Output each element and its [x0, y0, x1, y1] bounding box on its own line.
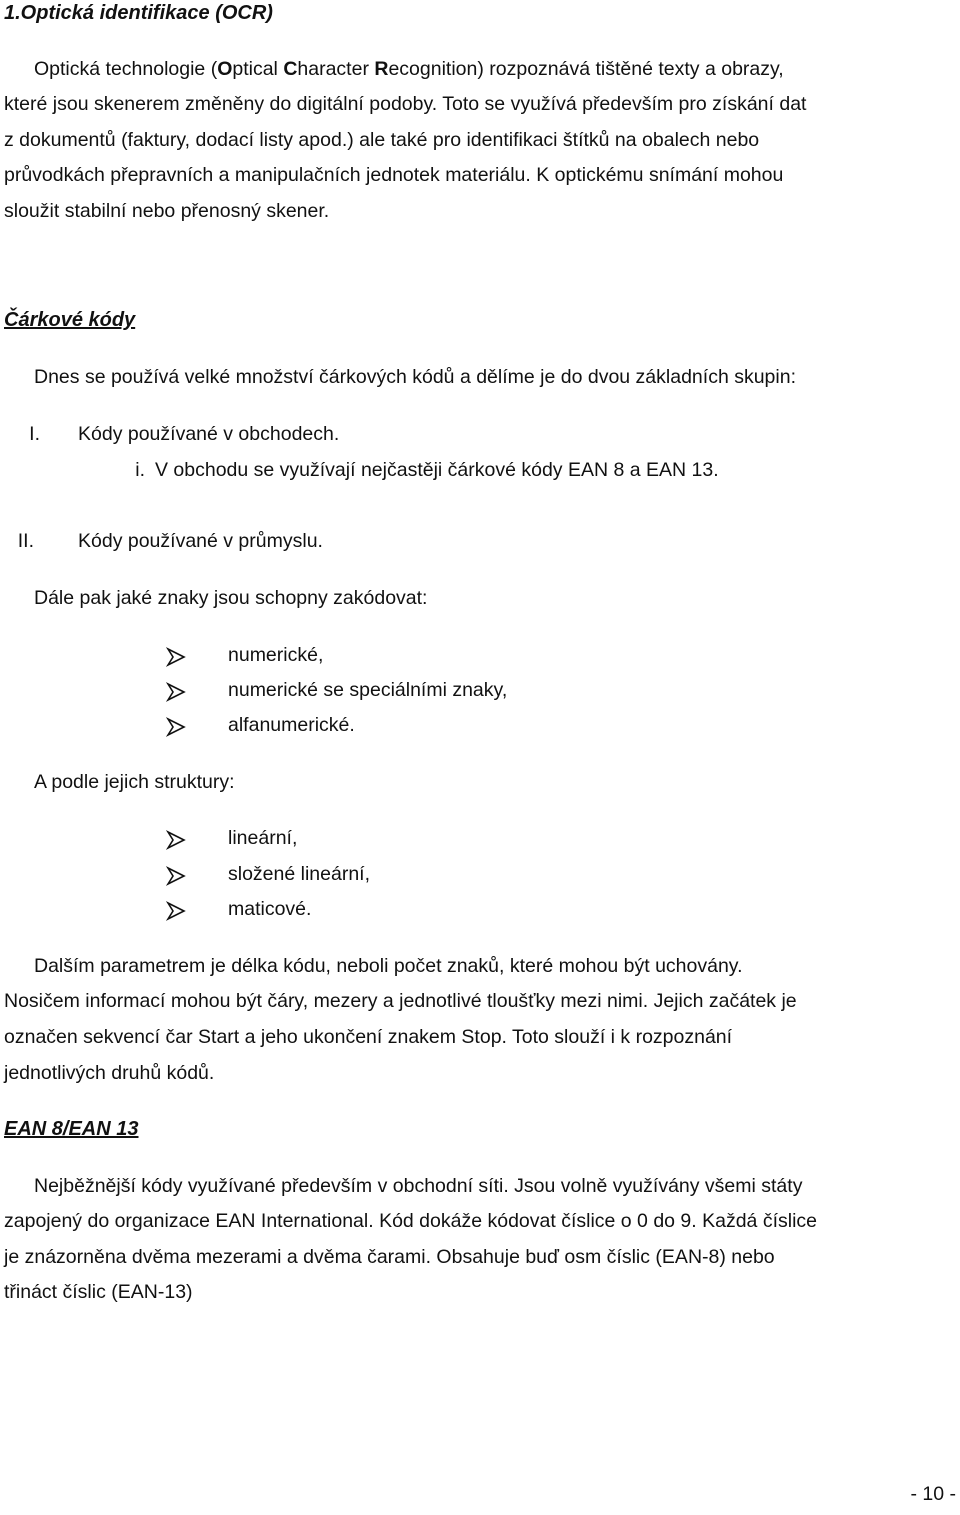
structure-item: lineární,	[228, 827, 298, 849]
ocr-paragraph-line-4: průvodkách přepravních a manipulačních jednotek materiálu. K optickému snímání mohou	[4, 164, 784, 186]
structure-item: složené lineární,	[228, 863, 371, 885]
ean-paragraph-line-4: třináct číslic (EAN-13)	[4, 1281, 193, 1303]
list-marker: i.	[135, 459, 145, 481]
param-paragraph-line-3: označen sekvencí čar Start a jeho ukončení znakem Stop. Toto slouží i k rozpoznání	[4, 1026, 733, 1048]
list-item-text: Kódy používané v obchodech.	[78, 423, 340, 445]
ocr-paragraph-line-2: které jsou skenerem změněny do digitální podoby. Toto se využívá především pro získání dat	[4, 93, 807, 115]
ocr-paragraph-line-3: z dokumentů (faktury, dodací listy apod.) ale také pro identifikaci štítků na obalech nebo	[4, 129, 760, 151]
list-item	[4, 416, 339, 452]
structure-intro: A podle jejich struktury:	[34, 771, 235, 793]
arrowhead-bullet-icon	[166, 901, 186, 921]
ocr-paragraph-line-5: sloužit stabilní nebo přenosný skener.	[4, 200, 330, 222]
ean-paragraph-line-3: je znázorněna dvěma mezerami a dvěma čarami. Obsahuje buď osm číslic (EAN-8) nebo	[4, 1246, 775, 1268]
ean-paragraph-line-2: zapojený do organizace EAN International. Kód dokáže kódovat číslice o 0 do 9. Každá číslice	[4, 1210, 817, 1232]
structure-item: maticové.	[228, 898, 312, 920]
chars-item: numerické,	[228, 644, 324, 666]
chars-intro: Dále pak jaké znaky jsou schopny zakódovat:	[34, 587, 428, 609]
arrowhead-bullet-icon	[166, 682, 186, 702]
arrowhead-bullet-icon	[166, 830, 186, 850]
barcodes-heading: Čárkové kódy	[4, 309, 136, 331]
ocr-paragraph-line-1: Optická technologie (Optical Character Recognition) rozpoznává tištěné texty a obrazy,	[34, 58, 784, 80]
list-item	[4, 452, 719, 488]
chars-item: alfanumerické.	[228, 714, 355, 736]
ean-paragraph-line-1: Nejběžnější kódy využívané především v obchodní síti. Jsou volně využívány všemi státy	[34, 1175, 803, 1197]
param-paragraph-line-4: jednotlivých druhů kódů.	[4, 1062, 215, 1084]
list-item-text: Kódy používané v průmyslu.	[78, 530, 323, 552]
list-item	[4, 523, 323, 559]
arrowhead-bullet-icon	[166, 866, 186, 886]
page-number: - 10 -	[910, 1483, 956, 1505]
chars-item: numerické se speciálními znaky,	[228, 679, 508, 701]
arrowhead-bullet-icon	[166, 647, 186, 667]
ean-heading: EAN 8/EAN 13	[4, 1118, 139, 1140]
param-paragraph-line-2: Nosičem informací mohou být čáry, mezery a jednotlivé tloušťky mezi nimi. Jejich začátek je	[4, 990, 797, 1012]
list-marker: I.	[29, 423, 40, 445]
param-paragraph-line-1: Dalším parametrem je délka kódu, neboli počet znaků, které mohou být uchovány.	[34, 955, 743, 977]
list-marker: II.	[17, 530, 34, 552]
arrowhead-bullet-icon	[166, 717, 186, 737]
section-title: 1.Optická identifikace (OCR)	[4, 2, 273, 24]
barcodes-intro: Dnes se používá velké množství čárkových kódů a dělíme je do dvou základních skupin:	[34, 366, 796, 388]
list-item-text: V obchodu se využívají nejčastěji čárkové kódy EAN 8 a EAN 13.	[155, 459, 719, 481]
